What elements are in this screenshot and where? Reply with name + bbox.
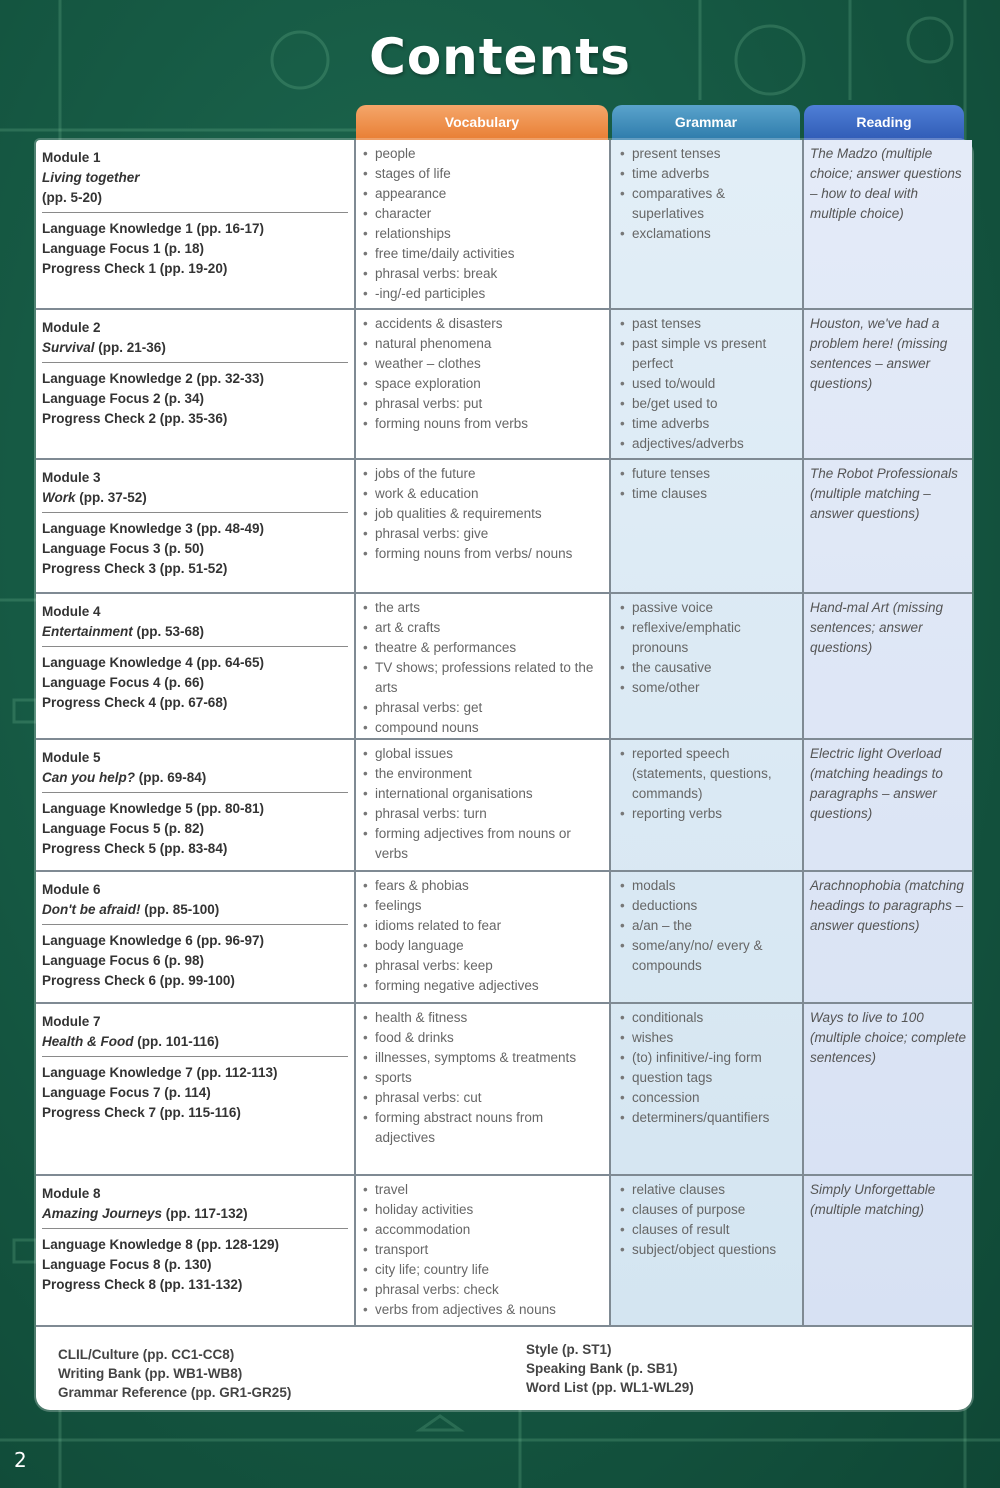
row-divider xyxy=(36,592,972,594)
vocabulary-list xyxy=(361,876,606,996)
footer-item: CLIL/Culture (pp. CC1-CC8) xyxy=(58,1347,235,1362)
module-name: Module 7 xyxy=(42,1014,101,1029)
list-item: • theatre & performances xyxy=(361,638,606,658)
module-pages: (pp. 21-36) xyxy=(98,340,166,355)
language-focus: Language Focus 4 (p. 66) xyxy=(42,675,205,690)
column-divider xyxy=(354,140,356,1325)
module-info xyxy=(42,880,352,991)
list-item: • subject/object questions xyxy=(618,1240,800,1260)
grammar-list xyxy=(618,314,800,454)
module-pages: (pp. 5-20) xyxy=(42,190,103,205)
module-separator xyxy=(42,924,348,925)
list-item: • forming nouns from verbs/ nouns xyxy=(361,544,606,564)
progress-check: Progress Check 7 (pp. 115-116) xyxy=(42,1105,241,1120)
list-item: • reflexive/emphatic pronouns xyxy=(618,618,800,658)
language-focus: Language Focus 7 (p. 114) xyxy=(42,1085,211,1100)
footer-item: Speaking Bank (p. SB1) xyxy=(526,1361,678,1376)
list-item: • free time/daily activities xyxy=(361,244,606,264)
list-item: • present tenses xyxy=(618,144,800,164)
language-knowledge: Language Knowledge 5 (pp. 80-81) xyxy=(42,801,265,816)
list-item: • clauses of purpose xyxy=(618,1200,800,1220)
list-item: • conditionals xyxy=(618,1008,800,1028)
module-info xyxy=(42,1184,352,1295)
list-item: • modals xyxy=(618,876,800,896)
module-name: Module 8 xyxy=(42,1186,101,1201)
vocabulary-list xyxy=(361,744,606,864)
module-info xyxy=(42,1012,352,1123)
footer-left-list xyxy=(58,1345,518,1402)
module-title: Amazing Journeys xyxy=(42,1206,163,1221)
grammar-list xyxy=(618,144,800,244)
list-item: • weather – clothes xyxy=(361,354,606,374)
list-item: • -ing/-ed participles xyxy=(361,284,606,304)
list-item: • compound nouns xyxy=(361,718,606,738)
list-item: • phrasal verbs: cut xyxy=(361,1088,606,1108)
footer-item: Grammar Reference (pp. GR1-GR25) xyxy=(58,1385,292,1400)
language-knowledge: Language Knowledge 7 (pp. 112-113) xyxy=(42,1065,278,1080)
list-item: • concession xyxy=(618,1088,800,1108)
module-title: Health & Food xyxy=(42,1034,134,1049)
list-item: • art & crafts xyxy=(361,618,606,638)
list-item: • health & fitness xyxy=(361,1008,606,1028)
module-separator xyxy=(42,362,348,363)
reading-text: Ways to live to 100 (multiple choice; complete sentences) xyxy=(810,1010,967,1065)
row-divider xyxy=(36,870,972,872)
language-focus: Language Focus 2 (p. 34) xyxy=(42,391,205,406)
vocabulary-list xyxy=(361,314,606,434)
language-focus: Language Focus 1 (p. 18) xyxy=(42,241,205,256)
list-item: • time clauses xyxy=(618,484,800,504)
language-focus: Language Focus 3 (p. 50) xyxy=(42,541,205,556)
language-focus: Language Focus 6 (p. 98) xyxy=(42,953,205,968)
list-item: • verbs from adjectives & nouns xyxy=(361,1300,606,1320)
reading-text: The Robot Professionals (multiple matching – answer questions) xyxy=(810,466,958,521)
list-item: • some/other xyxy=(618,678,800,698)
list-item: • past simple vs present perfect xyxy=(618,334,800,374)
list-item: • phrasal verbs: get xyxy=(361,698,606,718)
language-knowledge: Language Knowledge 1 (pp. 16-17) xyxy=(42,221,265,236)
list-item: • used to/would xyxy=(618,374,800,394)
module-info xyxy=(42,602,352,713)
module-name: Module 1 xyxy=(42,150,101,165)
list-item: • stages of life xyxy=(361,164,606,184)
module-info xyxy=(42,318,352,429)
list-item: • wishes xyxy=(618,1028,800,1048)
list-item: • the causative xyxy=(618,658,800,678)
progress-check: Progress Check 6 (pp. 99-100) xyxy=(42,973,235,988)
progress-check: Progress Check 8 (pp. 131-132) xyxy=(42,1277,243,1292)
list-item: • the arts xyxy=(361,598,606,618)
list-item: • global issues xyxy=(361,744,606,764)
list-item: • idioms related to fear xyxy=(361,916,606,936)
vocabulary-list xyxy=(361,1008,606,1148)
list-item: • phrasal verbs: turn xyxy=(361,804,606,824)
module-title: Living together xyxy=(42,170,140,185)
list-item: • future tenses xyxy=(618,464,800,484)
module-separator xyxy=(42,646,348,647)
list-item: • adjectives/adverbs xyxy=(618,434,800,454)
row-divider xyxy=(36,1174,972,1176)
row-divider xyxy=(36,1002,972,1004)
reading-text: Electric light Overload (matching headings to paragraphs – answer questions) xyxy=(810,746,943,821)
column-divider xyxy=(802,140,804,1325)
module-pages: (pp. 85-100) xyxy=(144,902,220,917)
reading-text: Arachnophobia (matching headings to paragraphs – answer questions) xyxy=(810,878,964,933)
reading-text: Hand-mal Art (missing sentences; answer questions) xyxy=(810,600,944,655)
list-item: • relative clauses xyxy=(618,1180,800,1200)
row-divider xyxy=(36,308,972,310)
module-title: Survival xyxy=(42,340,95,355)
list-item: • feelings xyxy=(361,896,606,916)
module-pages: (pp. 101-116) xyxy=(137,1034,220,1049)
list-item: • time adverbs xyxy=(618,164,800,184)
list-item: • appearance xyxy=(361,184,606,204)
list-item: • time adverbs xyxy=(618,414,800,434)
row-divider xyxy=(36,738,972,740)
vocabulary-list xyxy=(361,464,606,564)
list-item: • transport xyxy=(361,1240,606,1260)
vocabulary-list xyxy=(361,598,606,738)
grammar-list xyxy=(618,1008,800,1128)
progress-check: Progress Check 1 (pp. 19-20) xyxy=(42,261,228,276)
vocabulary-list xyxy=(361,1180,606,1320)
module-title: Can you help? xyxy=(42,770,136,785)
list-item: • forming negative adjectives xyxy=(361,976,606,996)
language-focus: Language Focus 8 (p. 130) xyxy=(42,1257,212,1272)
list-item: • fears & phobias xyxy=(361,876,606,896)
list-item: • the environment xyxy=(361,764,606,784)
column-divider xyxy=(609,140,611,1325)
list-item: • holiday activities xyxy=(361,1200,606,1220)
module-separator xyxy=(42,212,348,213)
list-item: • phrasal verbs: give xyxy=(361,524,606,544)
list-item: • TV shows; professions related to the arts xyxy=(361,658,606,698)
language-knowledge: Language Knowledge 3 (pp. 48-49) xyxy=(42,521,265,536)
footer-item: Word List (pp. WL1-WL29) xyxy=(526,1380,694,1395)
module-name: Module 4 xyxy=(42,604,101,619)
list-item: • character xyxy=(361,204,606,224)
page-number: 2 xyxy=(14,1448,27,1472)
language-knowledge: Language Knowledge 6 (pp. 96-97) xyxy=(42,933,265,948)
list-item: • forming adjectives from nouns or verbs xyxy=(361,824,606,864)
list-item: • a/an – the xyxy=(618,916,800,936)
row-divider xyxy=(36,1325,972,1327)
list-item: • reporting verbs xyxy=(618,804,800,824)
list-item: • relationships xyxy=(361,224,606,244)
list-item: • question tags xyxy=(618,1068,800,1088)
language-knowledge: Language Knowledge 8 (pp. 128-129) xyxy=(42,1237,280,1252)
module-info xyxy=(42,148,352,279)
list-item: • comparatives & superlatives xyxy=(618,184,800,224)
module-separator xyxy=(42,1228,348,1229)
list-item: • phrasal verbs: put xyxy=(361,394,606,414)
module-pages: (pp. 53-68) xyxy=(136,624,205,639)
module-separator xyxy=(42,1056,348,1057)
row-divider xyxy=(36,458,972,460)
language-focus: Language Focus 5 (p. 82) xyxy=(42,821,205,836)
module-name: Module 2 xyxy=(42,320,101,335)
vocabulary-list xyxy=(361,144,606,304)
module-title: Entertainment xyxy=(42,624,133,639)
module-title: Work xyxy=(42,490,76,505)
footer-item: Writing Bank (pp. WB1-WB8) xyxy=(58,1366,243,1381)
page-title: Contents xyxy=(369,28,631,86)
list-item: • determiners/quantifiers xyxy=(618,1108,800,1128)
list-item: • exclamations xyxy=(618,224,800,244)
list-item: • international organisations xyxy=(361,784,606,804)
list-item: • work & education xyxy=(361,484,606,504)
grammar-list xyxy=(618,876,800,976)
list-item: • reported speech (statements, questions, commands) xyxy=(618,744,800,804)
language-knowledge: Language Knowledge 4 (pp. 64-65) xyxy=(42,655,265,670)
module-pages: (pp. 37-52) xyxy=(79,490,147,505)
grammar-list xyxy=(618,464,800,504)
contents-table xyxy=(36,140,972,1410)
list-item: • illnesses, symptoms & treatments xyxy=(361,1048,606,1068)
module-name: Module 6 xyxy=(42,882,101,897)
list-item: • deductions xyxy=(618,896,800,916)
list-item: • travel xyxy=(361,1180,606,1200)
list-item: • space exploration xyxy=(361,374,606,394)
list-item: • (to) infinitive/-ing form xyxy=(618,1048,800,1068)
list-item: • some/any/no/ every & compounds xyxy=(618,936,800,976)
list-item: • phrasal verbs: keep xyxy=(361,956,606,976)
module-pages: (pp. 69-84) xyxy=(138,770,207,785)
list-item: • be/get used to xyxy=(618,394,800,414)
list-item: • people xyxy=(361,144,606,164)
tab-vocabulary: Vocabulary xyxy=(356,105,608,143)
tab-grammar: Grammar xyxy=(612,105,800,143)
tab-reading: Reading xyxy=(804,105,964,143)
progress-check: Progress Check 3 (pp. 51-52) xyxy=(42,561,228,576)
footer-right-list xyxy=(526,1340,956,1397)
grammar-list xyxy=(618,1180,800,1260)
list-item: • forming nouns from verbs xyxy=(361,414,606,434)
module-info xyxy=(42,468,352,579)
progress-check: Progress Check 2 (pp. 35-36) xyxy=(42,411,228,426)
grammar-list xyxy=(618,598,800,698)
list-item: • job qualities & requirements xyxy=(361,504,606,524)
module-name: Module 5 xyxy=(42,750,101,765)
grammar-list xyxy=(618,744,800,824)
list-item: • accidents & disasters xyxy=(361,314,606,334)
list-item: • past tenses xyxy=(618,314,800,334)
list-item: • body language xyxy=(361,936,606,956)
list-item: • food & drinks xyxy=(361,1028,606,1048)
module-title: Don't be afraid! xyxy=(42,902,141,917)
list-item: • natural phenomena xyxy=(361,334,606,354)
module-separator xyxy=(42,792,348,793)
module-info xyxy=(42,748,352,859)
progress-check: Progress Check 4 (pp. 67-68) xyxy=(42,695,228,710)
reading-text: The Madzo (multiple choice; answer questions – how to deal with multiple choice) xyxy=(810,146,962,221)
list-item: • city life; country life xyxy=(361,1260,606,1280)
list-item: • sports xyxy=(361,1068,606,1088)
language-knowledge: Language Knowledge 2 (pp. 32-33) xyxy=(42,371,265,386)
module-separator xyxy=(42,512,348,513)
reading-text: Houston, we've had a problem here! (missing sentences – answer questions) xyxy=(810,316,948,391)
list-item: • phrasal verbs: break xyxy=(361,264,606,284)
list-item: • jobs of the future xyxy=(361,464,606,484)
list-item: • clauses of result xyxy=(618,1220,800,1240)
module-pages: (pp. 117-132) xyxy=(165,1206,248,1221)
reading-text: Simply Unforgettable (multiple matching) xyxy=(810,1182,936,1217)
progress-check: Progress Check 5 (pp. 83-84) xyxy=(42,841,228,856)
list-item: • phrasal verbs: check xyxy=(361,1280,606,1300)
module-name: Module 3 xyxy=(42,470,101,485)
list-item: • accommodation xyxy=(361,1220,606,1240)
list-item: • forming abstract nouns from adjectives xyxy=(361,1108,606,1148)
list-item: • passive voice xyxy=(618,598,800,618)
footer-item: Style (p. ST1) xyxy=(526,1342,612,1357)
